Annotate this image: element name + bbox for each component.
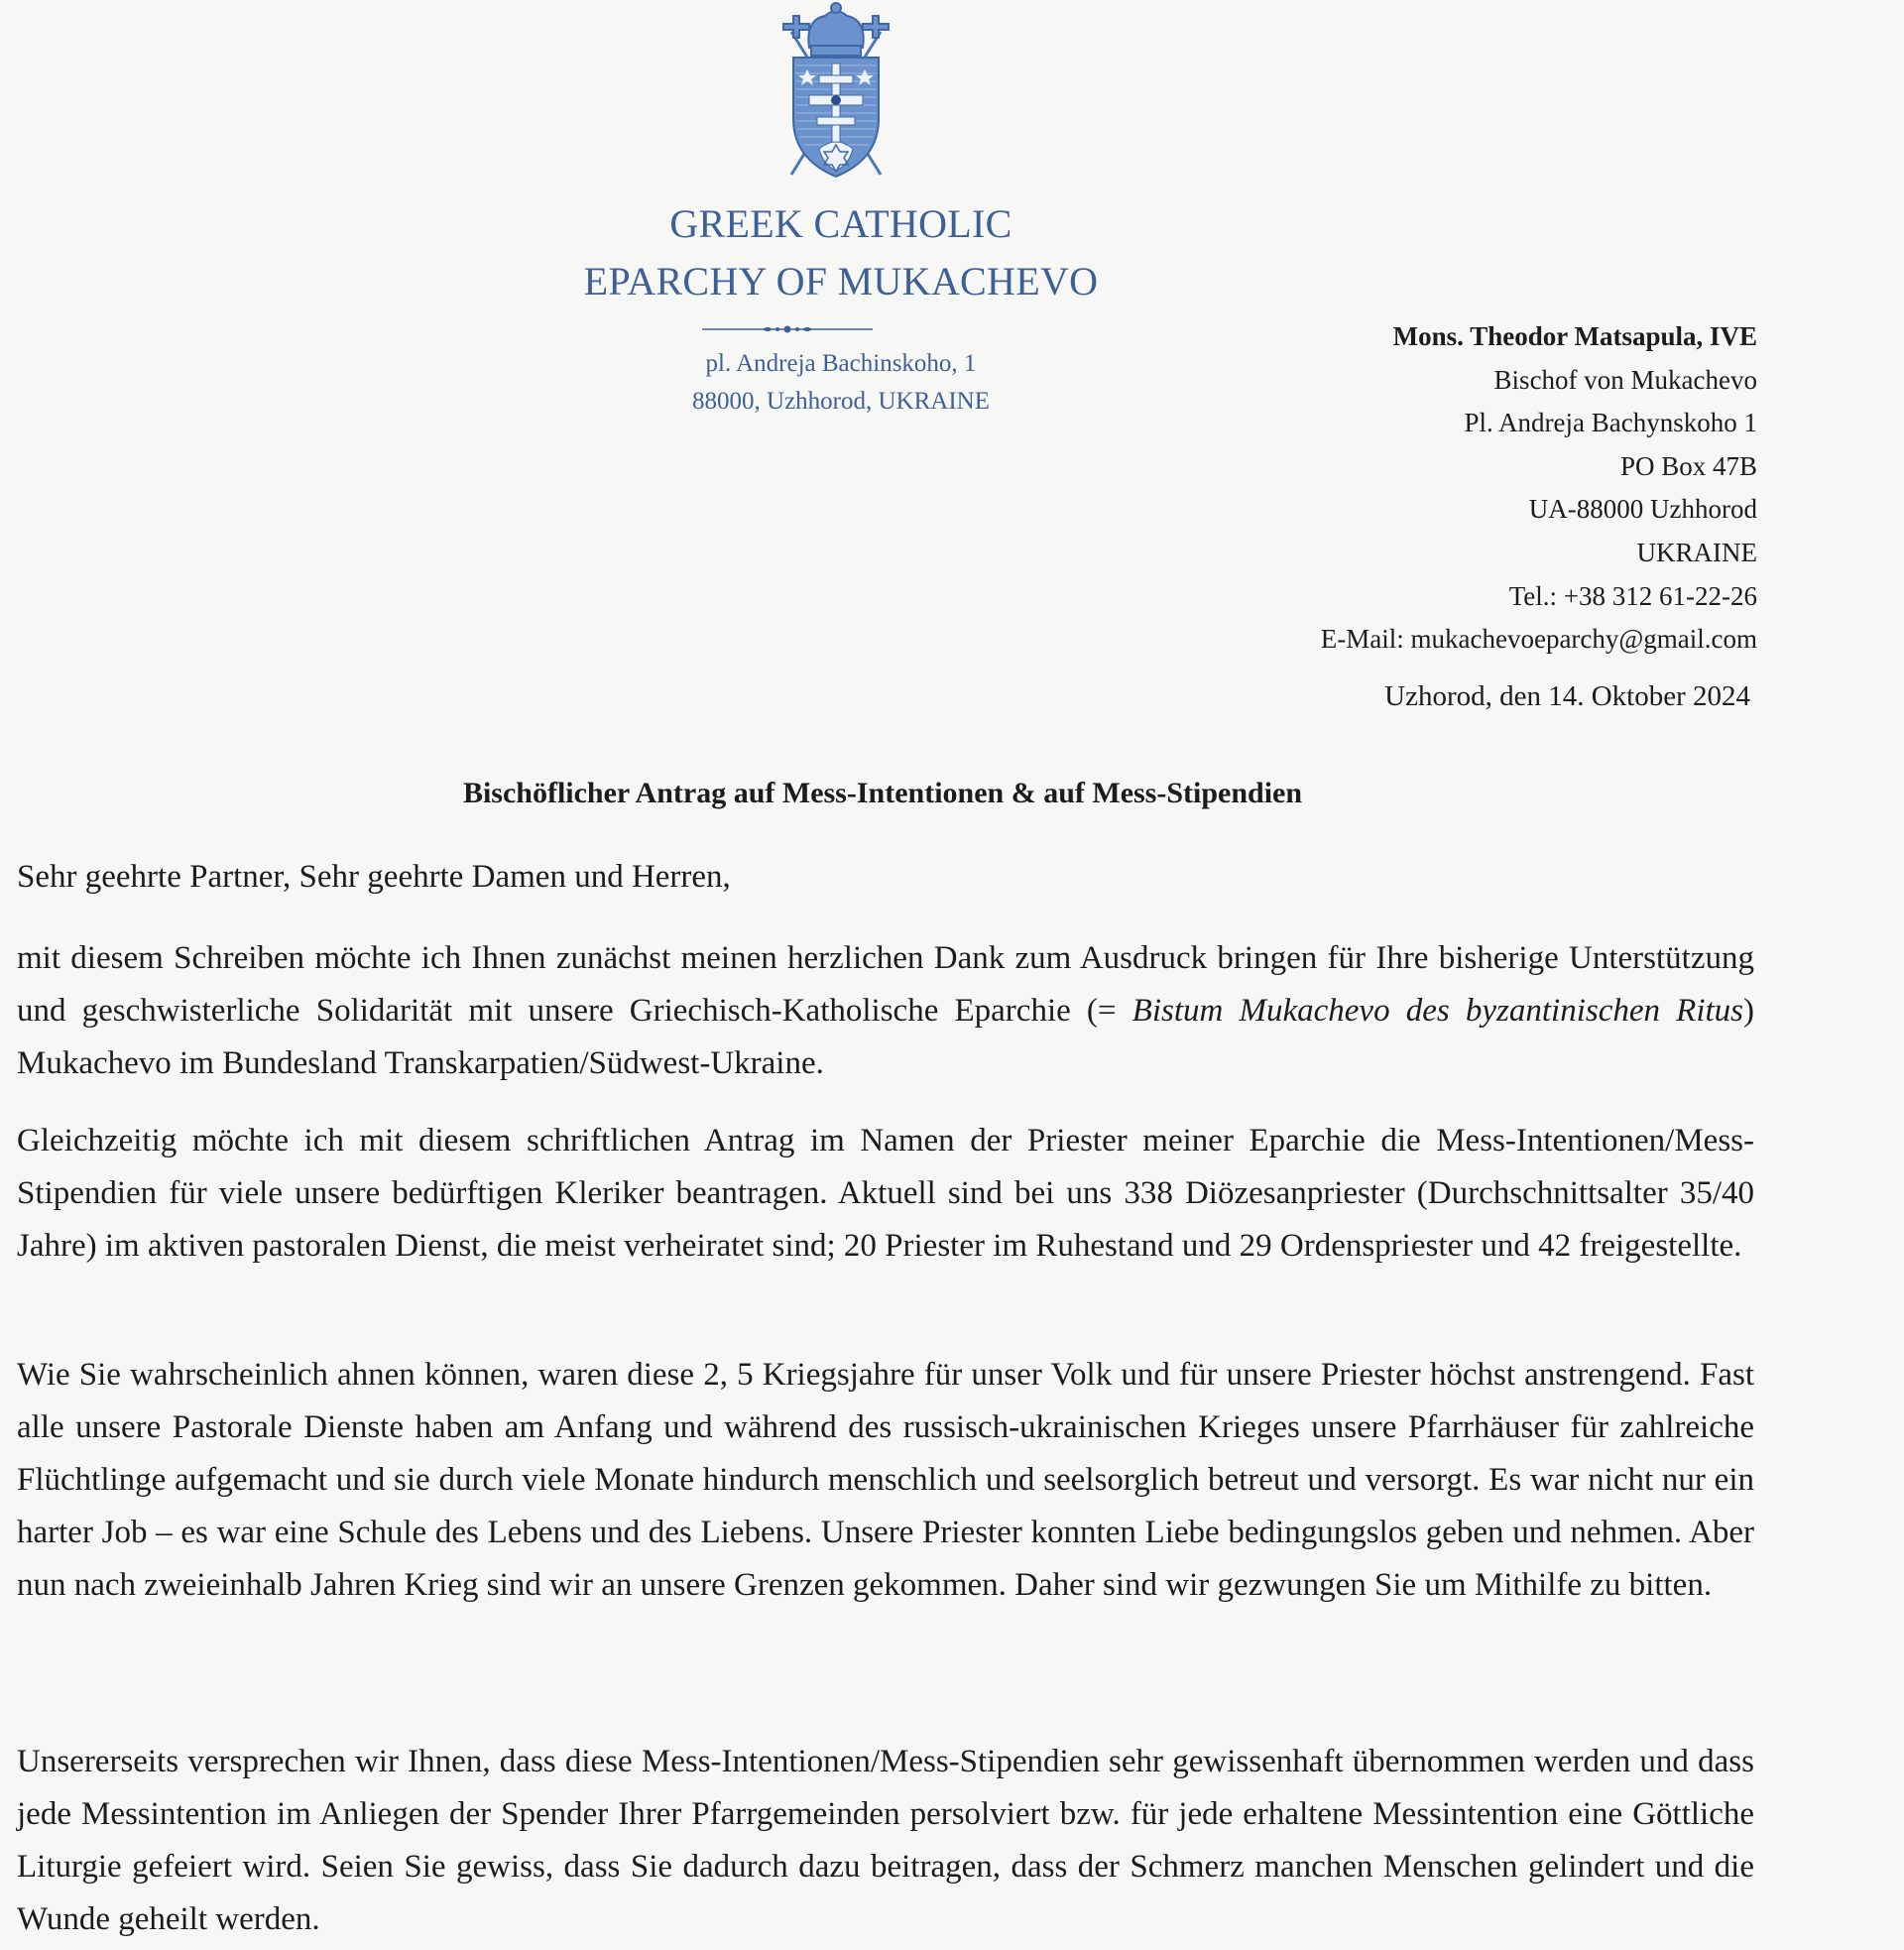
sender-po-box: PO Box 47B (1619, 450, 1757, 481)
paragraph-3: Wie Sie wahrscheinlich ahnen können, waren diese 2, 5 Kriegsjahre für unser Volk und für unsere Priester höchst anstrengend. Fast alle unsere Pastorale Dienste haben am Anfang und während des russisch-ukrainischen Krieges unsere Pfarrhäuser für zahlreiche Flüchtlinge aufgemacht und sie durch viele Monate hindurch menschlich und seelsorglich betreut und versorgt. Es war nicht nur ein harter Job – es war eine Schule des Lebens und des Liebens. Unsere Priester konnten Liebe bedingungslos geben und nehmen. Aber nun nach zweieinhalb Jahren Krieg sind wir an unsere Grenzen gekommen. Daher sind wir gezwungen Sie um Mithilfe zu bitten. (17, 1357, 1754, 1603)
sender-email: E-Mail: mukachevoeparchy@gmail.com (1320, 624, 1757, 655)
sender-street: Pl. Andreja Bachynskoho 1 (1464, 408, 1757, 438)
org-name-line2: EPARCHY OF MUKACHEVO (583, 259, 1099, 304)
letter-subject: Bischöflicher Antrag auf Mess-Intentionen & auf Mess-Stipendien (462, 777, 1303, 809)
ornament-divider-icon (702, 324, 873, 334)
paragraph-1 (17, 932, 1754, 1090)
coat-of-arms-icon (770, 0, 902, 183)
paragraph-1-text-a: mit diesem Schreiben möchte ich Ihnen zunächst meinen herzlichen Dank zum Ausdruck bringen für Ihre bisherige Unterstützung und geschwisterliche Solidarität mit unsere Griechisch-Katholische Eparchie (= (17, 940, 1754, 1029)
sender-city: UA-88000 Uzhhorod (1528, 494, 1757, 525)
letter-date: Uzhorod, den 14. Oktober 2024 (1384, 680, 1750, 712)
org-address-line2: 88000, Uzhhorod, UKRAINE (692, 388, 990, 415)
paragraph-4: Unsererseits versprechen wir Ihnen, dass diese Mess-Intentionen/Mess-Stipendien sehr gewissenhaft übernommen werden und dass jede Messintention im Anliegen der Spender Ihrer Pfarrgemeinden persolviert bzw. für jede erhaltene Messintention eine Göttliche Liturgie gefeiert wird. Seien Sie gewiss, dass Sie dadurch dazu beitragen, dass der Schmerz manchen Menschen gelindert und die Wunde geheilt werden. (17, 1744, 1754, 1937)
sender-country: UKRAINE (1636, 537, 1757, 567)
org-name-line1: GREEK CATHOLIC (669, 201, 1012, 246)
sender-phone: Tel.: +38 312 61-22-26 (1508, 580, 1757, 611)
paragraph-1-text-b: ) Mukachevo im Bundesland Transkarpatien/Südwest-Ukraine. (17, 993, 1754, 1081)
sender-name: Mons. Theodor Matsapula, IVE (1392, 321, 1757, 351)
letter-greeting: Sehr geehrte Partner, Sehr geehrte Damen und Herren, (17, 859, 731, 895)
paragraph-1-italic: Bistum Mukachevo des byzantinischen Ritus (1131, 993, 1743, 1029)
org-address-line1: pl. Andreja Bachinskoho, 1 (705, 350, 977, 377)
sender-block (1321, 315, 1757, 662)
paragraph-2: Gleichzeitig möchte ich mit diesem schriftlichen Antrag im Namen der Priester meiner Eparchie die Mess-Intentionen/Mess-Stipendien für viele unsere bedürftigen Kleriker beantragen. Aktuell sind bei uns 338 Diözesanpriester (Durchschnittsalter 35/40 Jahre) im aktiven pastoralen Dienst, die meist verheiratet sind; 20 Priester im Ruhestand und 29 Ordenspriester und 42 freigestellte. (17, 1123, 1754, 1264)
sender-title: Bischof von Mukachevo (1493, 364, 1757, 395)
